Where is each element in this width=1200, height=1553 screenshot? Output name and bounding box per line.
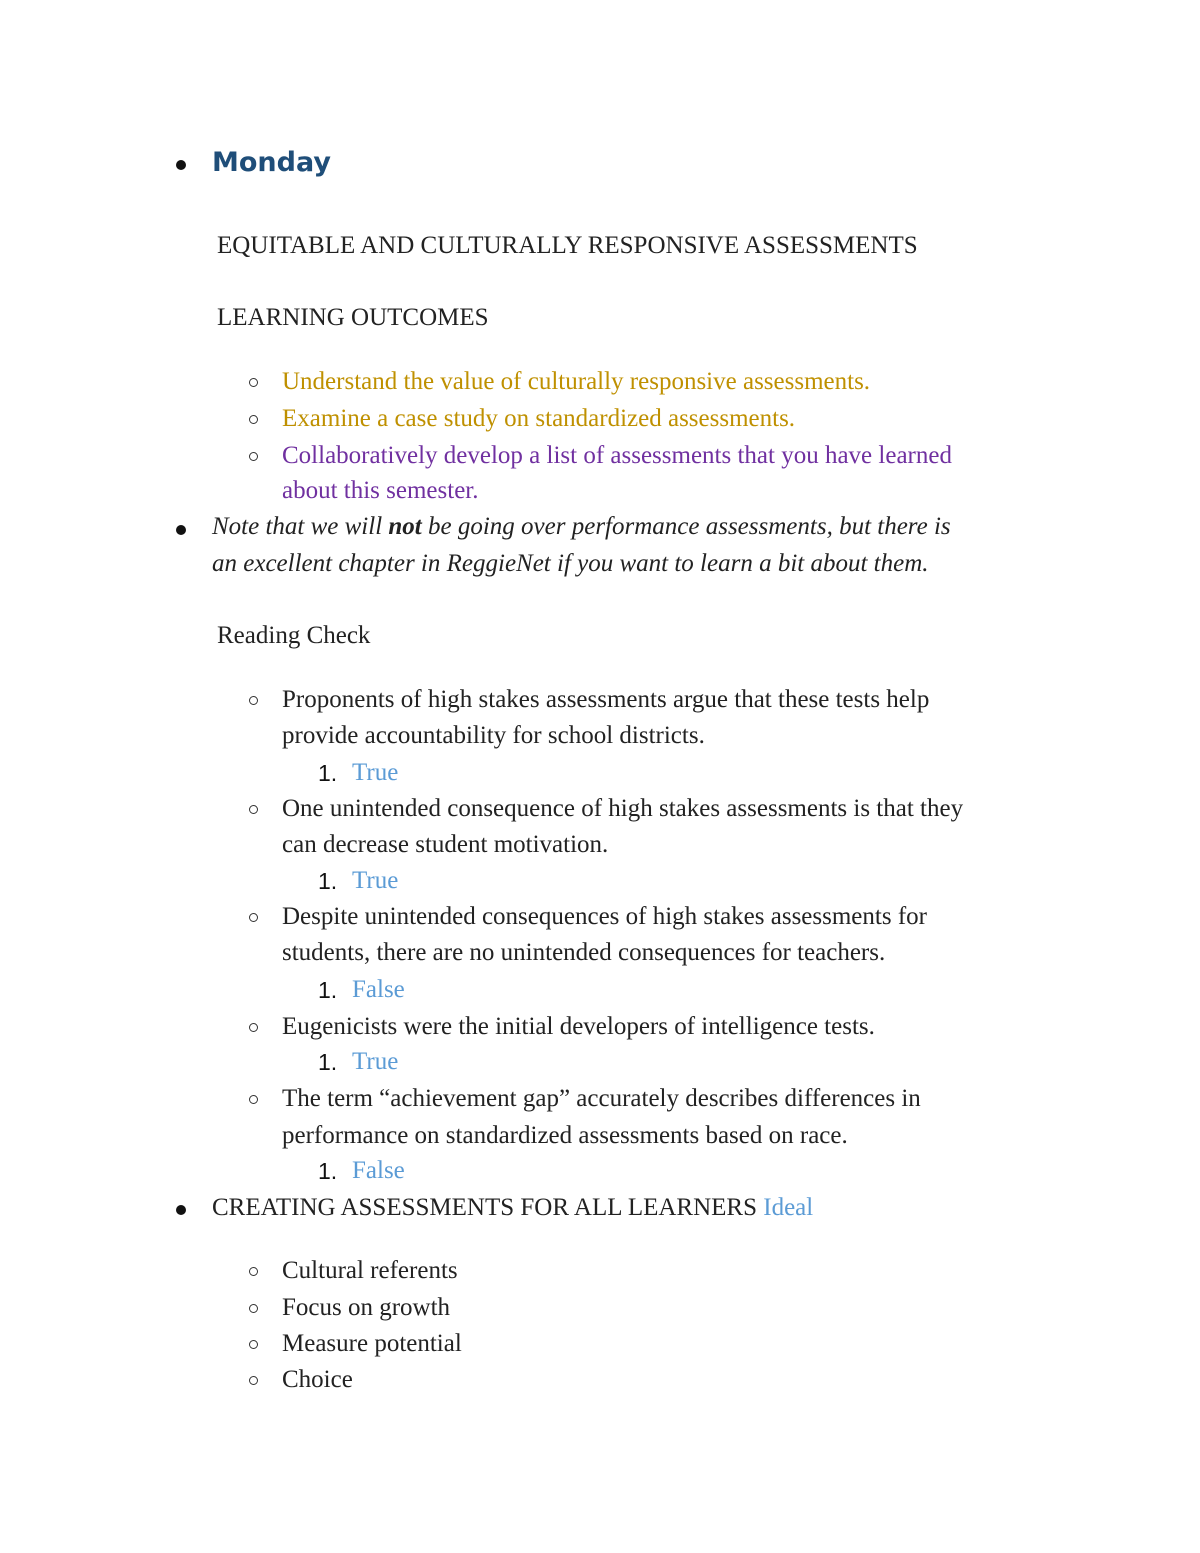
circle-bullet-icon — [249, 415, 258, 424]
circle-bullet-icon — [249, 1267, 258, 1276]
circle-bullet-icon — [249, 696, 258, 705]
ideal-item: Cultural referents — [282, 1257, 458, 1284]
question-line: Despite unintended consequences of high stakes assessments for — [282, 903, 927, 930]
circle-bullet-icon — [249, 1304, 258, 1313]
ideal-item: Choice — [282, 1366, 353, 1393]
creating-heading-line — [212, 1190, 813, 1226]
circle-bullet-icon — [249, 805, 258, 814]
answer-text: False — [352, 1157, 405, 1184]
answer-text: True — [352, 1048, 399, 1075]
outcome-item: Understand the value of culturally responsive assessments. — [282, 368, 871, 395]
question-line: performance on standardized assessments based on race. — [282, 1122, 848, 1149]
answer-number: 1. — [318, 760, 338, 786]
bullet-icon — [176, 1205, 186, 1215]
note-line-2 — [212, 546, 929, 582]
circle-bullet-icon — [249, 1340, 258, 1349]
document-title: EQUITABLE AND CULTURALLY RESPONSIVE ASSESSMENTS — [217, 232, 918, 259]
creating-tag: Ideal — [763, 1194, 814, 1221]
outcome-item: Collaboratively develop a list of assessments that you have learned — [282, 442, 952, 469]
answer-number: 1. — [318, 1158, 338, 1184]
note-text: Note that we will — [212, 513, 389, 540]
circle-bullet-icon — [249, 1095, 258, 1104]
day-heading: Monday — [212, 147, 331, 178]
answer-text: False — [352, 976, 405, 1003]
answer-number: 1. — [318, 868, 338, 894]
circle-bullet-icon — [249, 913, 258, 922]
question-line: The term “achievement gap” accurately describes differences in — [282, 1085, 921, 1112]
ideal-item: Measure potential — [282, 1330, 462, 1357]
question-line: One unintended consequence of high stakes assessments is that they — [282, 795, 964, 822]
note-text: an excellent chapter in ReggieNet if you want to learn a bit about them. — [212, 550, 929, 577]
answer-text: True — [352, 759, 399, 786]
circle-bullet-icon — [249, 378, 258, 387]
question-line: Eugenicists were the initial developers of intelligence tests. — [282, 1013, 875, 1040]
bullet-icon — [176, 525, 186, 535]
answer-number: 1. — [318, 1049, 338, 1075]
question-line: can decrease student motivation. — [282, 831, 609, 858]
bullet-icon — [176, 160, 186, 170]
note-text: be going over performance assessments, but there is — [421, 513, 951, 540]
ideal-item: Focus on growth — [282, 1294, 451, 1321]
circle-bullet-icon — [249, 1376, 258, 1385]
answer-text: True — [352, 867, 399, 894]
question-line: Proponents of high stakes assessments argue that these tests help — [282, 686, 930, 713]
reading-check-heading: Reading Check — [217, 622, 371, 649]
note-line-1 — [212, 509, 951, 545]
note-bold-text: not — [388, 513, 422, 540]
answer-number: 1. — [318, 977, 338, 1003]
outcomes-heading: LEARNING OUTCOMES — [217, 304, 489, 331]
outcome-item: Examine a case study on standardized assessments. — [282, 405, 796, 432]
question-line: students, there are no unintended consequences for teachers. — [282, 939, 886, 966]
question-line: provide accountability for school districts. — [282, 722, 705, 749]
outcome-item-continued: about this semester. — [282, 477, 479, 504]
circle-bullet-icon — [249, 452, 258, 461]
creating-heading: CREATING ASSESSMENTS FOR ALL LEARNERS — [212, 1194, 757, 1221]
circle-bullet-icon — [249, 1023, 258, 1032]
